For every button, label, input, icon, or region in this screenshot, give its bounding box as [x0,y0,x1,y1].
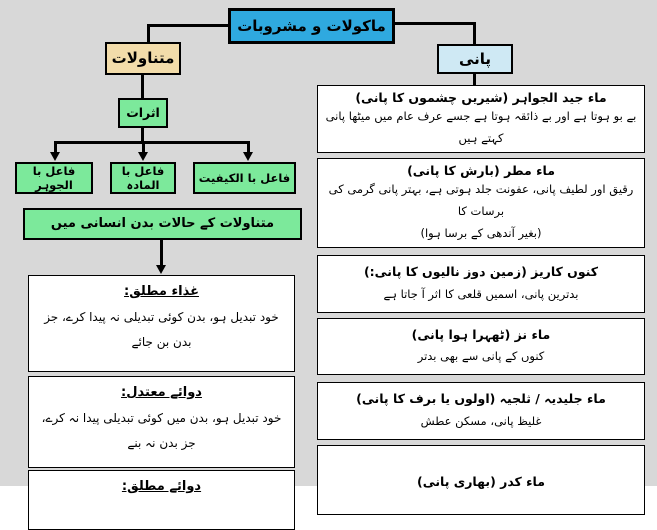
water-type-body: کنوں کے پانی سے بھی بدتر [417,349,545,364]
arrow-down-icon [156,265,166,274]
category-heading: دوائے معتدل: [121,385,202,400]
water-type-body: بدترین پانی، اسمیں قلعی کا اثر آ جاتا ہے [383,286,579,301]
node-effect-type-jawhar: فاعل با الجوہر [15,162,93,194]
arrow-down-icon [243,152,253,161]
water-type-row [317,158,645,248]
water-type-row [317,445,645,515]
category-heading: دوائے مطلق: [121,479,202,494]
connector-root-to-water-h [395,22,475,25]
water-type-row [317,382,645,440]
node-consumables: متناولات [105,42,181,75]
water-type-heading: ماء نز (ٹھہرا ہوا پانی) [411,327,551,343]
water-type-heading: ماء جلیدیہ / ثلجیہ (اولوں یا برف کا پانی) [356,391,606,407]
category-card-dawa-motadil [28,376,295,468]
category-body: خود تبدیل ہو، بدن کوئی تبدیلی نہ پیدا کرے، جز بدن بن جائے [44,310,279,350]
water-type-row [317,255,645,313]
arrow-down-icon [50,152,60,161]
connector-effects-stem [141,128,144,142]
connector-root-to-water-v [473,22,476,44]
water-type-body: رقیق اور لطیف پانی، عفونت جلد ہوتی ہے، بہتر پانی گرمی کی برسات کا [328,181,634,218]
root-node-foods-and-drinks: ماکولات و مشروبات [228,8,395,44]
water-type-heading: کنوں کاریز (زمین دوز نالیوں کا پانی:) [363,264,599,280]
node-effect-type-maddah: فاعل با المادہ [110,162,176,194]
node-states-of-consumables: متناولات کے حالات بدن انسانی میں [23,208,302,240]
water-type-heading: ماء جید الجواہر (شیریں چشموں کا پانی) [355,90,607,106]
water-type-row [317,318,645,375]
arrow-down-icon [138,152,148,161]
connector-effects-branch [55,141,250,144]
water-type-heading: ماء کدر (بھاری پانی) [416,473,545,489]
category-card-ghiza-mutlaq [28,275,295,372]
water-type-body: غلیظ پانی، مسکن عطش [420,413,542,428]
node-water: پانی [437,44,513,74]
water-type-row [317,85,645,153]
water-type-heading: ماء مطر (بارش کا پانی) [407,163,555,179]
connector-root-to-consumables-h [148,24,228,27]
category-heading: غذاء مطلق: [124,284,199,299]
category-card-partial [28,470,295,530]
node-effect-type-kayfiyat: فاعل با الکیفیت [193,162,296,194]
connector-root-to-consumables-v [147,24,150,42]
node-effects: اثرات [118,98,168,128]
connector-states-to-categories [160,240,163,267]
water-type-body-line2: (بغیر آندھی کے برسا ہوا) [420,225,542,240]
category-body: خود تبدیل ہو، بدن میں کوئی تبدیلی پیدا نہ کرے، جز بدن نہ بنے [41,411,282,451]
water-type-body: بے بو ہوتا ہے اور بے ذائقہ ہوتا ہے جسے عرف عام میں میٹھا پانی کہتے ہیں [325,108,637,145]
connector-consumables-to-effects [141,74,144,98]
